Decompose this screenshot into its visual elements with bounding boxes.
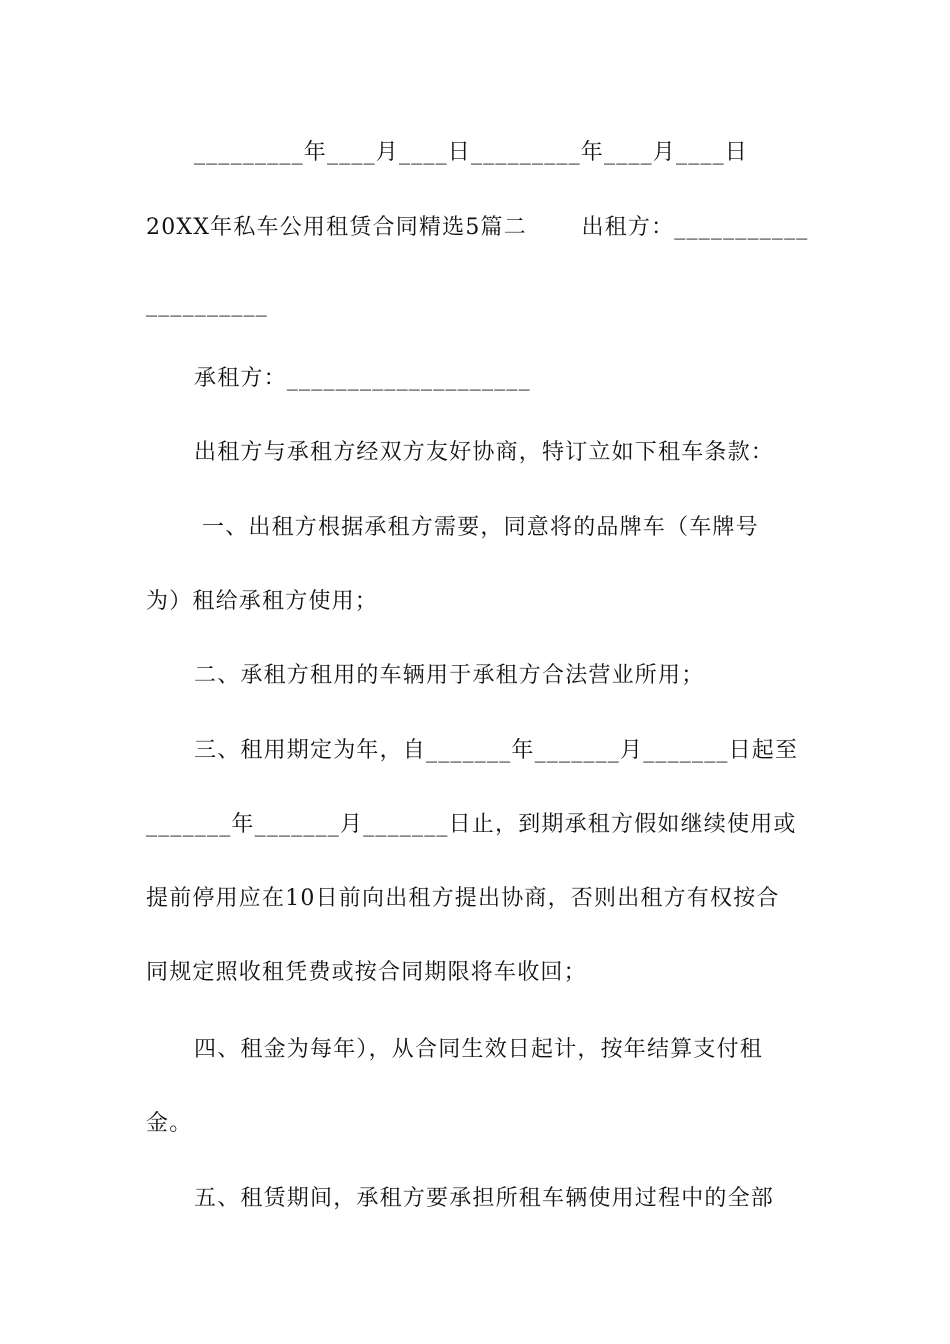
clause-3-line-2: _______年_______月_______日止，到期承租方假如继续使用或 (146, 812, 797, 837)
clause-4-line-1: 四、租金为每年），从合同生效日起计，按年结算支付租 (194, 1037, 764, 1062)
clause-3-line-4: 同规定照收租凭费或按合同期限将车收回； (146, 960, 587, 985)
clause-1-line-2: 为）租给承租方使用； (146, 589, 379, 614)
clause-3-line-1: 三、租用期定为年，自_______年_______月_______日起至 (194, 738, 799, 763)
date-line: _________年____月____日_________年____月____日 (194, 140, 749, 165)
heading-lessor-line: 20XX年私车公用租赁合同精选5篇二 出租方：___________ (146, 215, 809, 240)
clause-1-line-1: 一、出租方根据承租方需要，同意将的品牌车（车牌号 (202, 515, 759, 540)
clause-2: 二、承租方租用的车辆用于承租方合法营业所用； (194, 663, 705, 688)
clause-3-line-3: 提前停用应在10日前向出租方提出协商，否则出租方有权按合 (146, 886, 780, 911)
intro-paragraph: 出租方与承租方经双方友好协商，特订立如下租车条款： (194, 440, 775, 465)
clause-4-line-2: 金。 (146, 1111, 193, 1136)
clause-5-line-1: 五、租赁期间，承租方要承担所租车辆使用过程中的全部 (194, 1186, 775, 1211)
lessee-line: 承租方：____________________ (194, 366, 531, 391)
lessor-blank-line: __________ (146, 292, 268, 317)
